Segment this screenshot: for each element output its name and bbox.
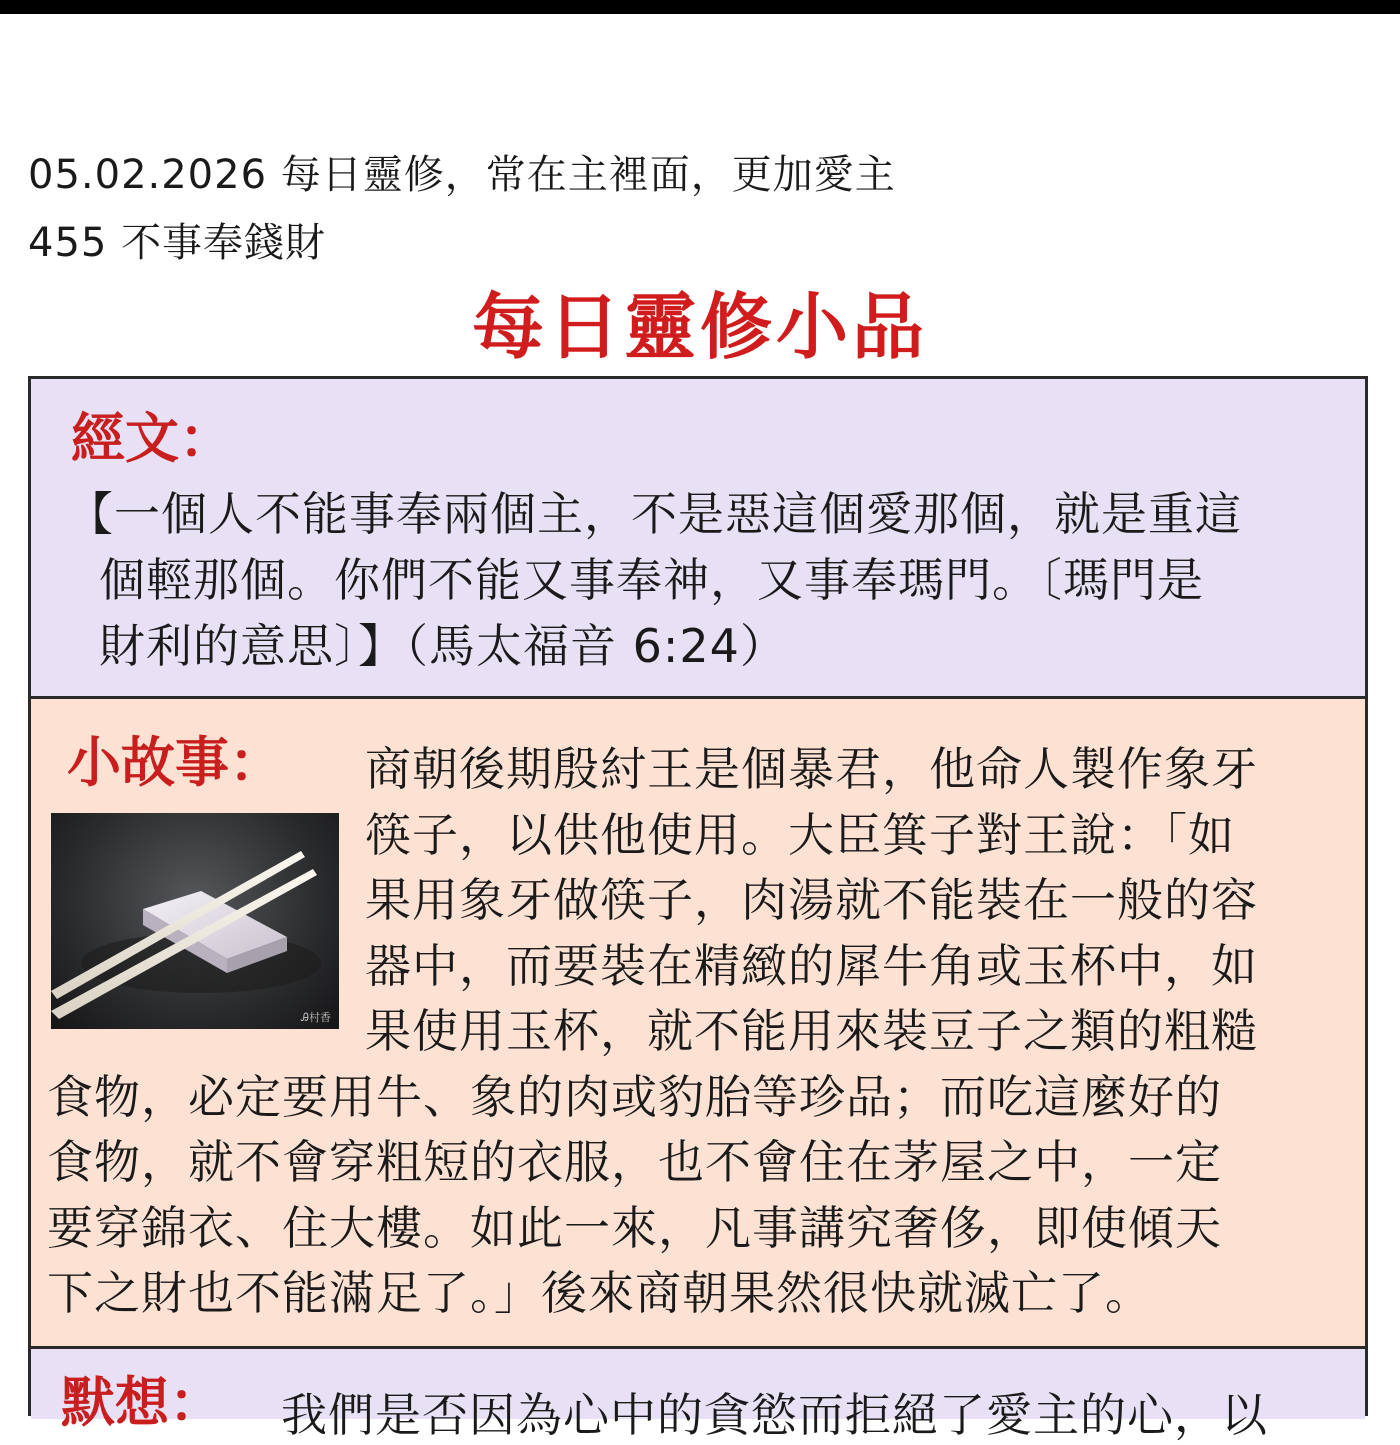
meditation-section bbox=[31, 1349, 1365, 1442]
top-bar bbox=[0, 0, 1400, 14]
scripture-text bbox=[67, 481, 1327, 679]
header-date-line: 05.02.2026 每日靈修，常在主裡面，更加愛主 bbox=[28, 152, 896, 198]
story-line: 器中，而要裝在精緻的犀牛角或玉杯中，如 bbox=[365, 938, 1258, 993]
meditation-text: 我們是否因為心中的貪慾而拒絕了愛主的心，以 bbox=[281, 1388, 1268, 1442]
meditation-label: 默想： bbox=[61, 1371, 223, 1434]
scripture-line: 財利的意思〕】（馬太福音 6:24） bbox=[99, 619, 787, 673]
story-line: 下之財也不能滿足了。」後來商朝果然很快就滅亡了。 bbox=[47, 1266, 1152, 1320]
story-line: 商朝後期殷紂王是個暴君，他命人製作象牙 bbox=[365, 742, 1258, 796]
story-label: 小故事： bbox=[67, 731, 283, 794]
story-section bbox=[31, 699, 1365, 1349]
scripture-line: 【一個人不能事奉兩個主，不是惡這個愛那個，就是重這 bbox=[67, 487, 1242, 541]
story-line: 果用象牙做筷子，肉湯就不能裝在一般的容 bbox=[365, 873, 1258, 927]
story-line: 要穿錦衣、住大樓。如此一來，凡事講究奢侈，即使傾天 bbox=[47, 1200, 1222, 1255]
image-watermark: Ꭿ村香 bbox=[301, 1011, 331, 1024]
story-text bbox=[47, 737, 1353, 1327]
page-title: 每日靈修小品 bbox=[471, 285, 928, 369]
story-line: 筷子，以供他使用。大臣箕子對王說：「如 bbox=[365, 807, 1235, 862]
devotional-card bbox=[28, 376, 1368, 1442]
story-line: 食物，必定要用牛、象的肉或豹胎等珍品；而吃這麼好的 bbox=[47, 1069, 1222, 1124]
header-title-line: 455 不事奉錢財 bbox=[28, 220, 327, 266]
story-line: 果使用玉杯，就不能用來裝豆子之類的粗糙 bbox=[365, 1004, 1258, 1058]
scripture-label: 經文： bbox=[71, 407, 233, 470]
scripture-line: 個輕那個。你們不能又事奉神，又事奉瑪門。〔瑪門是 bbox=[99, 553, 1204, 607]
story-line: 食物，就不會穿粗短的衣服，也不會住在茅屋之中，一定 bbox=[47, 1135, 1222, 1189]
scripture-section bbox=[31, 379, 1365, 699]
